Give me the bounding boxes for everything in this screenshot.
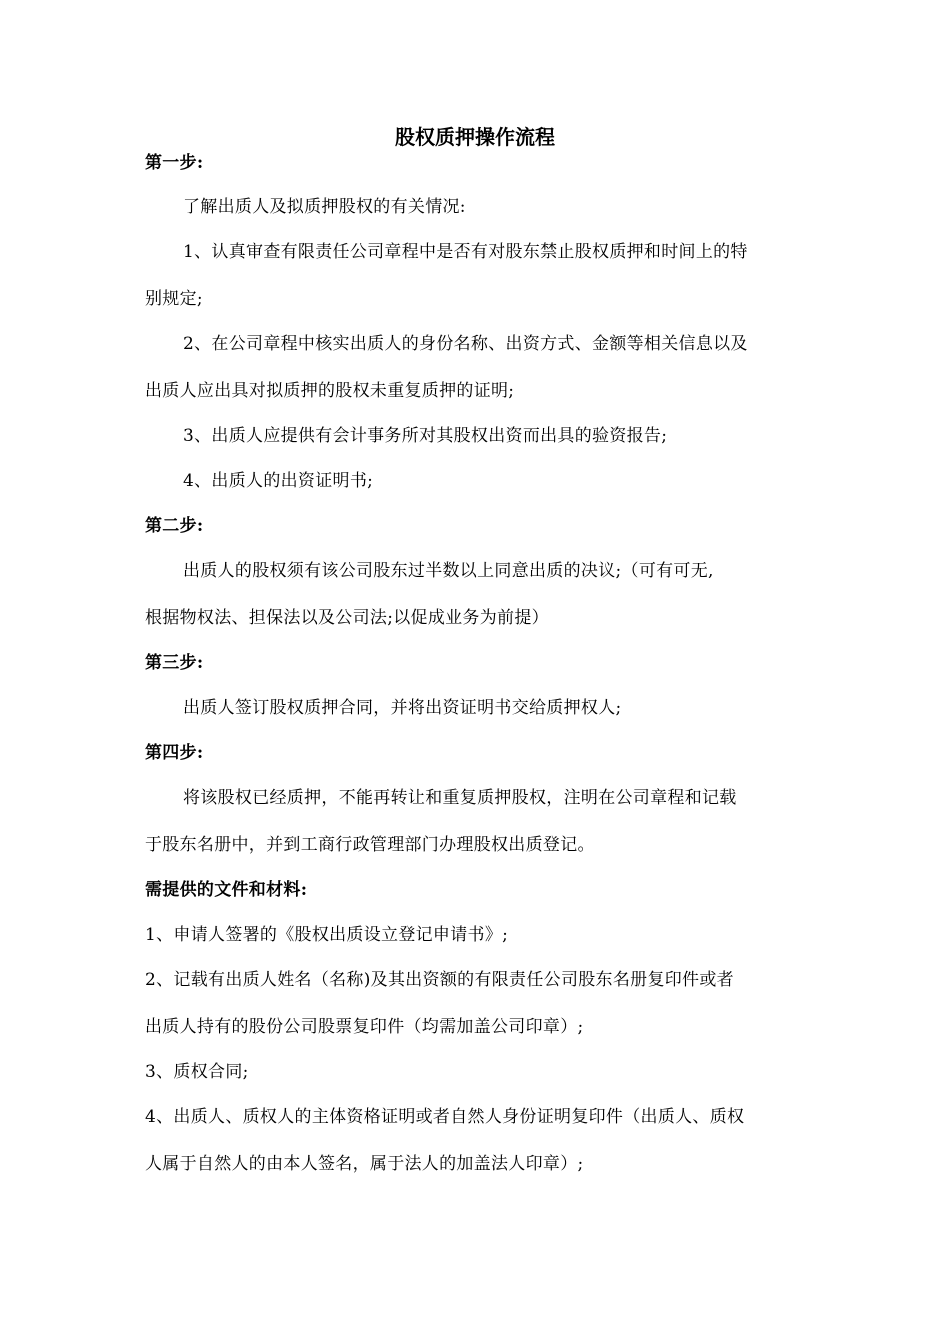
step-one-heading: 第一步: bbox=[145, 153, 204, 173]
step-one-item-1-continued: 别规定; bbox=[145, 289, 203, 309]
step-one-item-2: 2、在公司章程中核实出质人的身份名称、出资方式、金额等相关信息以及 bbox=[183, 334, 748, 354]
step-four-text: 将该股权已经质押，不能再转让和重复质押股权，注明在公司章程和记载 bbox=[183, 788, 737, 808]
materials-item-4-continued: 人属于自然人的由本人签名，属于法人的加盖法人印章）; bbox=[145, 1154, 584, 1174]
materials-item-2-continued: 出质人持有的股份公司股票复印件（均需加盖公司印章）; bbox=[145, 1017, 584, 1037]
materials-item-4: 4、出质人、质权人的主体资格证明或者自然人身份证明复印件（出质人、质权 bbox=[145, 1107, 745, 1127]
materials-item-1: 1、申请人签署的《股权出质设立登记申请书》; bbox=[145, 925, 509, 945]
step-four-text-continued: 于股东名册中，并到工商行政管理部门办理股权出质登记。 bbox=[145, 835, 595, 855]
document-title: 股权质押操作流程 bbox=[395, 125, 555, 149]
materials-item-3: 3、质权合同; bbox=[145, 1062, 249, 1082]
step-one-item-4: 4、出质人的出资证明书; bbox=[183, 471, 374, 491]
step-three-text: 出质人签订股权质押合同，并将出资证明书交给质押权人; bbox=[183, 698, 622, 718]
step-one-intro: 了解出质人及拟质押股权的有关情况: bbox=[183, 197, 466, 217]
step-four-heading: 第四步: bbox=[145, 743, 204, 763]
step-one-item-2-continued: 出质人应出具对拟质押的股权未重复质押的证明; bbox=[145, 381, 515, 401]
step-two-text-continued: 根据物权法、担保法以及公司法;以促成业务为前提） bbox=[145, 608, 549, 628]
step-two-heading: 第二步: bbox=[145, 516, 204, 536]
materials-item-2: 2、记载有出质人姓名（名称)及其出资额的有限责任公司股东名册复印件或者 bbox=[145, 970, 734, 990]
step-three-heading: 第三步: bbox=[145, 653, 204, 673]
materials-heading: 需提供的文件和材料: bbox=[145, 880, 308, 900]
step-one-item-3: 3、出质人应提供有会计事务所对其股权出资而出具的验资报告; bbox=[183, 426, 668, 446]
step-one-item-1: 1、认真审查有限责任公司章程中是否有对股东禁止股权质押和时间上的特 bbox=[183, 242, 748, 262]
step-two-text: 出质人的股权须有该公司股东过半数以上同意出质的决议;（可有可无, bbox=[183, 561, 714, 581]
